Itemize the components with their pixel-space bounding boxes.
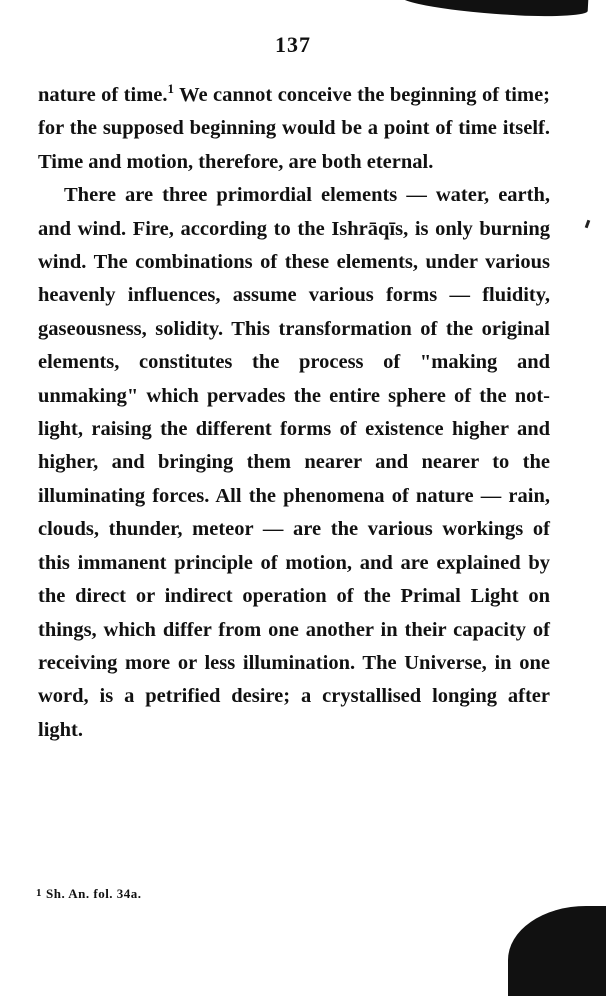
footnote [36,886,142,902]
stray-ink-mark [585,220,591,229]
paragraph-1-lead: nature of time. [38,84,168,106]
footnote-reference: 1 [167,81,175,96]
paragraph-1-text: We cannot conceive the beginning of time; for the supposed beginning would be a point of time itself. Time and motion, therefore, are both eternal. [38,84,551,173]
footnote-text: Sh. An. fol. 34a. [46,886,142,901]
ink-blot-top [398,0,589,19]
ink-blot-corner [508,906,606,996]
footnote-marker: 1 [36,887,42,899]
paragraph-2: There are three primordial elements — water, earth, and wind. Fire, according to the Ishrāqīs, is only burning wind. The combinations of these elements, under various heavenly influences, assume various forms — fluidity, gaseousness, solidity. This transformation of the original elements, constitutes the process of "making and unmaking" which pervades the entire sphere of the not-light, raising the different forms of existence higher and higher, and bringing them nearer and nearer to the illuminating forces. All the phenomena of nature — rain, clouds, thunder, meteor — are the various workings of this immanent principle of motion, and are explained by the direct or indirect operation of the Primal Light on things, which differ from one another in their capacity of receiving more or less illumination. The Universe, in one word, is a petrified desire; a crystallised longing after light. [38,184,550,741]
page-number: 137 [275,32,311,57]
paragraph-1 [38,72,550,179]
body-text [38,72,550,747]
